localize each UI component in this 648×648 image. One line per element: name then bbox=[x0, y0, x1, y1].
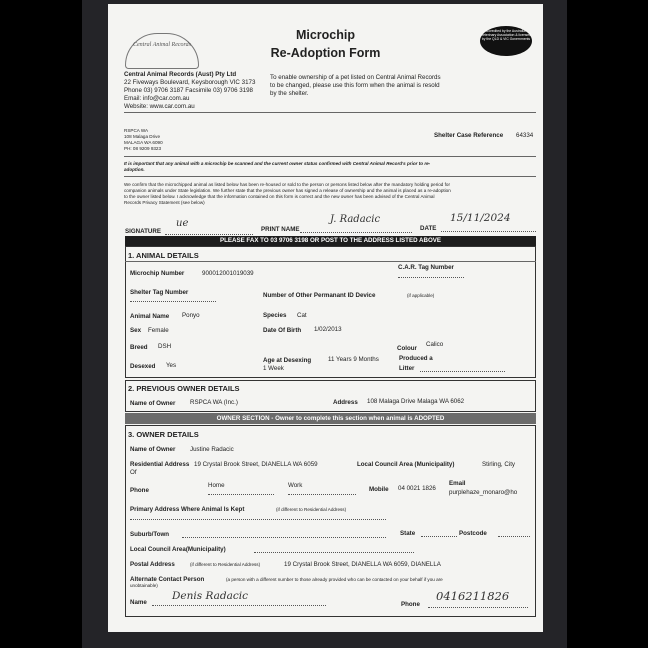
alternate-contact-note-2: unobtainable) bbox=[130, 583, 158, 588]
email-label: Email bbox=[449, 480, 466, 487]
alternate-phone-label: Phone bbox=[401, 601, 420, 608]
age-desexing-value: 11 Years 9 Months bbox=[328, 356, 379, 363]
owner-name-label: Name of Owner bbox=[130, 446, 176, 453]
date-value: 15/11/2024 bbox=[450, 212, 511, 224]
confirm-line2: companion animals under State legislation. We further state that the previous owner has signed a release of ownership and the animal is placed as a re-adoption bbox=[124, 188, 451, 193]
home-phone-field[interactable] bbox=[208, 494, 274, 495]
colour-value: Calico bbox=[426, 341, 444, 348]
previous-owner-address-label: Address bbox=[333, 399, 358, 406]
animal-details-heading: 1. ANIMAL DETAILS bbox=[128, 251, 199, 260]
animal-name-value: Ponyo bbox=[182, 312, 200, 319]
local-council-label: Local Council Area (Municipality) bbox=[357, 461, 455, 468]
email-value: purplehaze_monaro@ho bbox=[449, 489, 518, 496]
primary-address-label: Primary Address Where Animal Is Kept bbox=[130, 506, 245, 513]
car-tag-label: C.A.R. Tag Number bbox=[398, 264, 454, 271]
important-notice-line1: It is important that any animal with a microchip be scanned and the current owner status confirmed with Central Animal Record's prior to re- bbox=[124, 161, 431, 166]
postcode-label: Postcode bbox=[459, 530, 487, 537]
state-label: State bbox=[400, 530, 416, 537]
shelter-name: RSPCA WA bbox=[124, 128, 149, 133]
divider bbox=[124, 156, 536, 157]
breed-label: Breed bbox=[130, 344, 148, 351]
form-title-line1: Microchip bbox=[295, 28, 356, 42]
local-council-value: Stirling, City bbox=[482, 461, 516, 468]
age-desexing-value-2: 1 Week bbox=[263, 365, 284, 372]
postcode-field[interactable] bbox=[498, 536, 530, 537]
divider bbox=[124, 176, 536, 177]
alternate-name-label: Name bbox=[130, 599, 147, 606]
print-name-label: PRINT NAME bbox=[261, 226, 300, 233]
car-tag-field[interactable] bbox=[398, 277, 464, 278]
suburb-field[interactable] bbox=[182, 537, 386, 538]
print-name-field[interactable] bbox=[300, 232, 412, 233]
local-council-2-label: Local Council Area(Municipality) bbox=[130, 546, 226, 553]
shelter-tag-field[interactable] bbox=[130, 301, 216, 302]
other-id-note: (if applicable) bbox=[407, 293, 435, 298]
signature-value: ue bbox=[176, 218, 189, 229]
other-id-label: Number of Other Permanant ID Device bbox=[263, 292, 376, 299]
confirm-line1: We confirm that the microchipped animal as listed below has been re-housed or sold to the person or persons listed below after the mandatory holding period for bbox=[124, 182, 450, 187]
mobile-label: Mobile bbox=[369, 486, 389, 493]
postal-address-note: (if different to Residential Address) bbox=[190, 562, 261, 567]
previous-owner-heading: 2. PREVIOUS OWNER DETAILS bbox=[128, 384, 240, 393]
owner-name-value: Justine Radacic bbox=[190, 446, 234, 453]
central-animal-records-logo: Central Animal Records bbox=[125, 33, 199, 69]
sex-value: Female bbox=[148, 327, 169, 334]
owner-details-heading: 3. OWNER DETAILS bbox=[128, 430, 199, 439]
accreditation-badge: Accredited by the Australian Veterinary Association & licensed by the QLD & VIC Governments bbox=[480, 26, 532, 56]
date-label: DATE bbox=[420, 225, 437, 232]
previous-owner-name-label: Name of Owner bbox=[130, 400, 176, 407]
company-phone: Phone 03) 9706 3187 Facsimile 03) 9706 3198 bbox=[124, 87, 253, 94]
local-council-value-2: Of bbox=[130, 469, 137, 476]
primary-address-note: (if different to Residential Address) bbox=[276, 507, 347, 512]
postal-address-value: 19 Crystal Brook Street, DIANELLA WA 6059, DIANELLA bbox=[284, 561, 441, 568]
company-website: Website: www.car.com.au bbox=[124, 103, 195, 110]
animal-name-label: Animal Name bbox=[130, 313, 170, 320]
produced-litter-label: Produced a bbox=[399, 355, 433, 362]
work-phone-label: Work bbox=[288, 482, 303, 489]
company-email: Email: info@car.com.au bbox=[124, 95, 190, 102]
colour-label: Colour bbox=[397, 345, 417, 352]
intro-line1: To enable ownership of a pet listed on Central Animal Records bbox=[270, 74, 441, 81]
desexed-value: Yes bbox=[166, 362, 177, 369]
home-phone-label: Home bbox=[208, 482, 225, 489]
shelter-tag-label: Shelter Tag Number bbox=[130, 289, 189, 296]
fax-banner: PLEASE FAX TO 03 9706 3198 OR POST TO THE ADDRESS LISTED ABOVE bbox=[125, 236, 536, 246]
intro-line2: to be changed, please use this form when the animal is resold bbox=[270, 82, 440, 89]
intro-line3: by the shelter. bbox=[270, 90, 309, 97]
date-field[interactable] bbox=[441, 231, 536, 232]
primary-address-field[interactable] bbox=[130, 519, 386, 520]
alternate-contact-note: (a person with a different number to those already provided who can be contacted on your behalf if you are bbox=[226, 577, 443, 582]
suburb-label: Suburb/Town bbox=[130, 531, 170, 538]
microchip-number-label: Microchip Number bbox=[130, 270, 185, 277]
alternate-phone-value: 0416211826 bbox=[436, 589, 510, 603]
confirm-line3: to the owner listed below. I acknowledge that the information contained on this form is correct and the new owner has been advised of the Central Animal bbox=[124, 194, 435, 199]
species-label: Species bbox=[263, 312, 287, 319]
company-address: 22 Fiveways Boulevard, Keysborough VIC 3173 bbox=[124, 79, 256, 86]
shelter-address1: 108 Malaga Drive bbox=[124, 134, 161, 139]
residential-address-value: 19 Crystal Brook Street, DIANELLA WA 6059 bbox=[194, 461, 318, 468]
shelter-address2: MALAGA WA 6090 bbox=[124, 140, 163, 145]
signature-field[interactable] bbox=[165, 234, 253, 235]
signature-label: SIGNATURE bbox=[125, 228, 161, 235]
phone-label: Phone bbox=[130, 487, 149, 494]
dob-value: 1/02/2013 bbox=[314, 326, 342, 333]
re-adoption-form bbox=[108, 4, 543, 632]
alternate-name-value: Denis Radacic bbox=[172, 590, 248, 602]
previous-owner-address-value: 108 Malaga Drive Malaga WA 6062 bbox=[367, 398, 465, 405]
shelter-case-ref-label: Shelter Case Reference bbox=[434, 132, 504, 139]
alternate-contact-label: Alternate Contact Person bbox=[130, 576, 205, 583]
produced-litter-label-2: Litter bbox=[399, 365, 415, 372]
mobile-value: 04 0021 1826 bbox=[398, 485, 436, 492]
local-council-2-field[interactable] bbox=[254, 552, 414, 553]
divider bbox=[125, 261, 536, 262]
previous-owner-name-value: RSPCA WA (Inc.) bbox=[190, 399, 238, 406]
divider bbox=[124, 112, 536, 113]
confirm-line4: Records Privacy Statement (see below) bbox=[124, 200, 205, 205]
form-title-line2: Re-Adoption Form bbox=[270, 46, 381, 60]
shelter-phone: PH: 08 9209 9323 bbox=[124, 146, 162, 151]
work-phone-field[interactable] bbox=[288, 494, 356, 495]
sex-label: Sex bbox=[130, 327, 142, 334]
alternate-phone-field[interactable] bbox=[428, 607, 528, 608]
dob-label: Date Of Birth bbox=[263, 327, 302, 334]
alternate-name-field[interactable] bbox=[152, 605, 326, 606]
breed-value: DSH bbox=[158, 343, 172, 350]
age-desexing-label: Age at Desexing bbox=[263, 357, 312, 364]
microchip-number-value: 900012001019039 bbox=[202, 270, 254, 277]
important-notice-line2: adoption. bbox=[124, 167, 145, 172]
owner-section-banner: OWNER SECTION - Owner to complete this section when animal is ADOPTED bbox=[125, 413, 536, 424]
species-value: Cat bbox=[297, 312, 307, 319]
print-name-value: J. Radacic bbox=[330, 214, 381, 225]
postal-address-label: Postal Address bbox=[130, 561, 175, 568]
shelter-case-ref-value: 64334 bbox=[516, 132, 534, 139]
produced-litter-field[interactable] bbox=[420, 371, 505, 372]
company-name: Central Animal Records (Aust) Pty Ltd bbox=[124, 71, 237, 78]
residential-address-label: Residential Address bbox=[130, 461, 190, 468]
desexed-label: Desexed bbox=[130, 363, 156, 370]
state-field[interactable] bbox=[421, 536, 457, 537]
